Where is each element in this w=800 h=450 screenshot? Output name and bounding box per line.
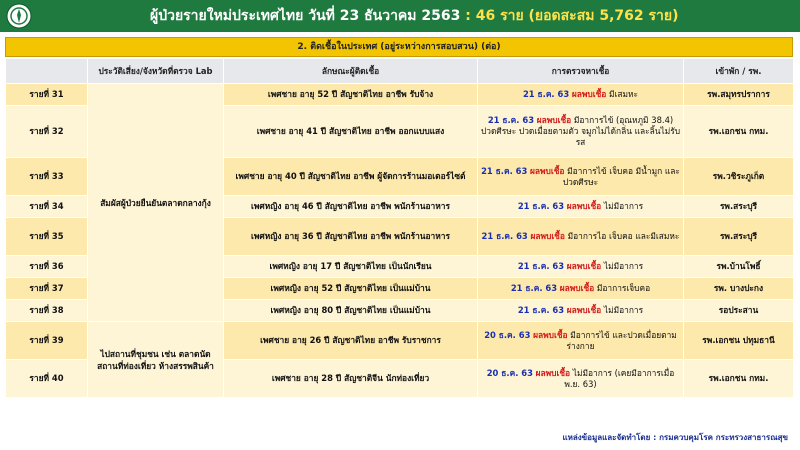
patient-detail: เพศชาย อายุ 28 ปี สัญชาติจีน นักท่องเที่ยว bbox=[224, 360, 478, 398]
header-bar bbox=[0, 0, 800, 32]
patient-detail: เพศชาย อายุ 41 ปี สัญชาติไทย อาชีพ ออกแบบแสง bbox=[224, 106, 478, 158]
positive-result: ผลพบเชื้อ bbox=[559, 283, 595, 293]
page-title bbox=[150, 5, 679, 27]
col-header-patient: ลักษณะผู้ติดเชื้อ bbox=[224, 59, 478, 84]
patient-detail: เพศหญิง อายุ 52 ปี สัญชาติไทย เป็นแม่บ้าน bbox=[224, 278, 478, 300]
test-result bbox=[478, 158, 684, 196]
test-result bbox=[478, 106, 684, 158]
positive-result: ผลพบเชื้อ bbox=[530, 231, 565, 241]
test-date: 21 ธ.ค. 63 bbox=[487, 115, 535, 125]
patient-detail: เพศชาย อายุ 40 ปี สัญชาติไทย อาชีพ ผู้จัดการร้านมอเตอร์ไซต์ bbox=[224, 158, 478, 196]
symptom-note: มีอาการไข้ (อุณหภูมิ 38.4) ปวดศีรษะ ปวดเมื่อยตามตัว จมูกไม่ได้กลิ่น และลิ้นไม่รับรส bbox=[480, 115, 681, 147]
col-header-id bbox=[6, 59, 88, 84]
ministry-logo-icon bbox=[6, 3, 32, 29]
symptom-note: มีอาการไอ เจ็บคอ และมีเสมหะ bbox=[567, 231, 680, 241]
positive-result: ผลพบเชื้อ bbox=[533, 329, 568, 340]
test-result bbox=[478, 196, 684, 218]
risk-group-2: ไปสถานที่ชุมชน เช่น ตลาดนัด สถานที่ท่องเที่ยว ห้างสรรพสินค้า bbox=[88, 322, 224, 398]
table-row bbox=[6, 322, 794, 360]
hospital: รพ.วชิระภูเก็ต bbox=[684, 158, 794, 196]
hospital: รพ.สระบุรี bbox=[684, 218, 794, 256]
case-id: รายที่ 31 bbox=[6, 84, 88, 106]
symptom-note: ไม่มีอาการ bbox=[603, 201, 644, 211]
positive-result: ผลพบเชื้อ bbox=[535, 367, 571, 378]
patient-detail: เพศหญิง อายุ 36 ปี สัญชาติไทย อาชีพ พนักร้านอาหาร bbox=[224, 218, 478, 256]
test-date: 20 ธ.ค. 63 bbox=[484, 329, 531, 340]
hospital: รพ.บ้านโพธิ์ bbox=[684, 256, 794, 278]
case-id: รายที่ 38 bbox=[6, 300, 88, 322]
col-header-risk: ประวัติเสี่ยง/จังหวัดที่ตรวจ Lab bbox=[88, 59, 224, 84]
section-heading: 2. ติดเชื้อในประเทศ (อยู่ระหว่างการสอบสวน) (ต่อ) bbox=[5, 37, 793, 57]
case-id: รายที่ 40 bbox=[6, 360, 88, 398]
test-date: 20 ธ.ค. 63 bbox=[486, 367, 533, 378]
symptom-note: มีอาการไข้ เจ็บคอ มีน้ำมูก และปวดศีรษะ bbox=[562, 165, 680, 187]
case-id: รายที่ 33 bbox=[6, 158, 88, 196]
symptom-note: มีอาการเจ็บคอ bbox=[596, 283, 651, 293]
test-date: 21 ธ.ค. 63 bbox=[517, 305, 565, 315]
patient-detail: เพศหญิง อายุ 17 ปี สัญชาติไทย เป็นนักเรียน bbox=[224, 256, 478, 278]
source-footer: แหล่งข้อมูลและจัดทำโดย : กรมควบคุมโรค กระทรวงสาธารณสุข bbox=[562, 433, 788, 442]
positive-result: ผลพบเชื้อ bbox=[536, 115, 572, 125]
positive-result: ผลพบเชื้อ bbox=[566, 201, 602, 211]
positive-result: ผลพบเชื้อ bbox=[571, 89, 607, 99]
cases-table bbox=[5, 58, 794, 398]
case-id: รายที่ 32 bbox=[6, 106, 88, 158]
hospital: รพ.เอกชน กทม. bbox=[684, 106, 794, 158]
case-id: รายที่ 34 bbox=[6, 196, 88, 218]
case-id: รายที่ 35 bbox=[6, 218, 88, 256]
test-result bbox=[478, 322, 684, 360]
patient-detail: เพศหญิง อายุ 46 ปี สัญชาติไทย อาชีพ พนักร้านอาหาร bbox=[224, 196, 478, 218]
test-result bbox=[478, 278, 684, 300]
test-result bbox=[478, 300, 684, 322]
symptom-note: ไม่มีอาการ bbox=[603, 305, 644, 315]
patient-detail: เพศชาย อายุ 26 ปี สัญชาติไทย อาชีพ รับราชการ bbox=[224, 322, 478, 360]
hospital: รพ.เอกชน ปทุมธานี bbox=[684, 322, 794, 360]
test-result bbox=[478, 360, 684, 398]
hospital: รอประสาน bbox=[684, 300, 794, 322]
symptom-note: มีเสมหะ bbox=[608, 89, 639, 99]
hospital: รพ.เอกชน กทม. bbox=[684, 360, 794, 398]
symptom-note: ไม่มีอาการ (เคยมีอาการเมื่อ พ.ย. 63) bbox=[564, 367, 675, 389]
case-id: รายที่ 36 bbox=[6, 256, 88, 278]
test-date: 21 ธ.ค. 63 bbox=[481, 165, 528, 176]
test-result bbox=[478, 84, 684, 106]
title-count: : 46 ราย (ยอดสะสม 5,762 ราย) bbox=[465, 8, 679, 24]
case-id: รายที่ 39 bbox=[6, 322, 88, 360]
symptom-note: ไม่มีอาการ bbox=[603, 261, 644, 271]
positive-result: ผลพบเชื้อ bbox=[566, 305, 602, 315]
title-prefix: ผู้ป่วยรายใหม่ประเทศไทย วันที่ 23 ธันวาคม 2563 bbox=[150, 8, 461, 24]
test-result bbox=[478, 256, 684, 278]
patient-detail: เพศหญิง อายุ 80 ปี สัญชาติไทย เป็นแม่บ้าน bbox=[224, 300, 478, 322]
test-result bbox=[478, 218, 684, 256]
risk-group-1: สัมผัสผู้ป่วยยืนยันตลาดกลางกุ้ง bbox=[88, 84, 224, 322]
hospital: รพ.สมุทรปราการ bbox=[684, 84, 794, 106]
case-id: รายที่ 37 bbox=[6, 278, 88, 300]
col-header-test: การตรวจหาเชื้อ bbox=[478, 59, 684, 84]
hospital: รพ.สระบุรี bbox=[684, 196, 794, 218]
positive-result: ผลพบเชื้อ bbox=[566, 261, 602, 271]
col-header-hospital: เข้าพัก / รพ. bbox=[684, 59, 794, 84]
test-date: 21 ธ.ค. 63 bbox=[510, 283, 558, 293]
symptom-note: มีอาการไข้ และปวดเมื่อยตามร่างกาย bbox=[566, 329, 677, 351]
table-header-row bbox=[6, 59, 794, 84]
hospital: รพ. บางปะกง bbox=[684, 278, 794, 300]
test-date: 21 ธ.ค. 63 bbox=[517, 261, 565, 271]
test-date: 21 ธ.ค. 63 bbox=[517, 201, 565, 211]
test-date: 21 ธ.ค. 63 bbox=[522, 89, 570, 99]
patient-detail: เพศชาย อายุ 52 ปี สัญชาติไทย อาชีพ รับจ้าง bbox=[224, 84, 478, 106]
test-date: 21 ธ.ค. 63 bbox=[481, 231, 528, 241]
positive-result: ผลพบเชื้อ bbox=[530, 165, 565, 176]
table-row bbox=[6, 84, 794, 106]
